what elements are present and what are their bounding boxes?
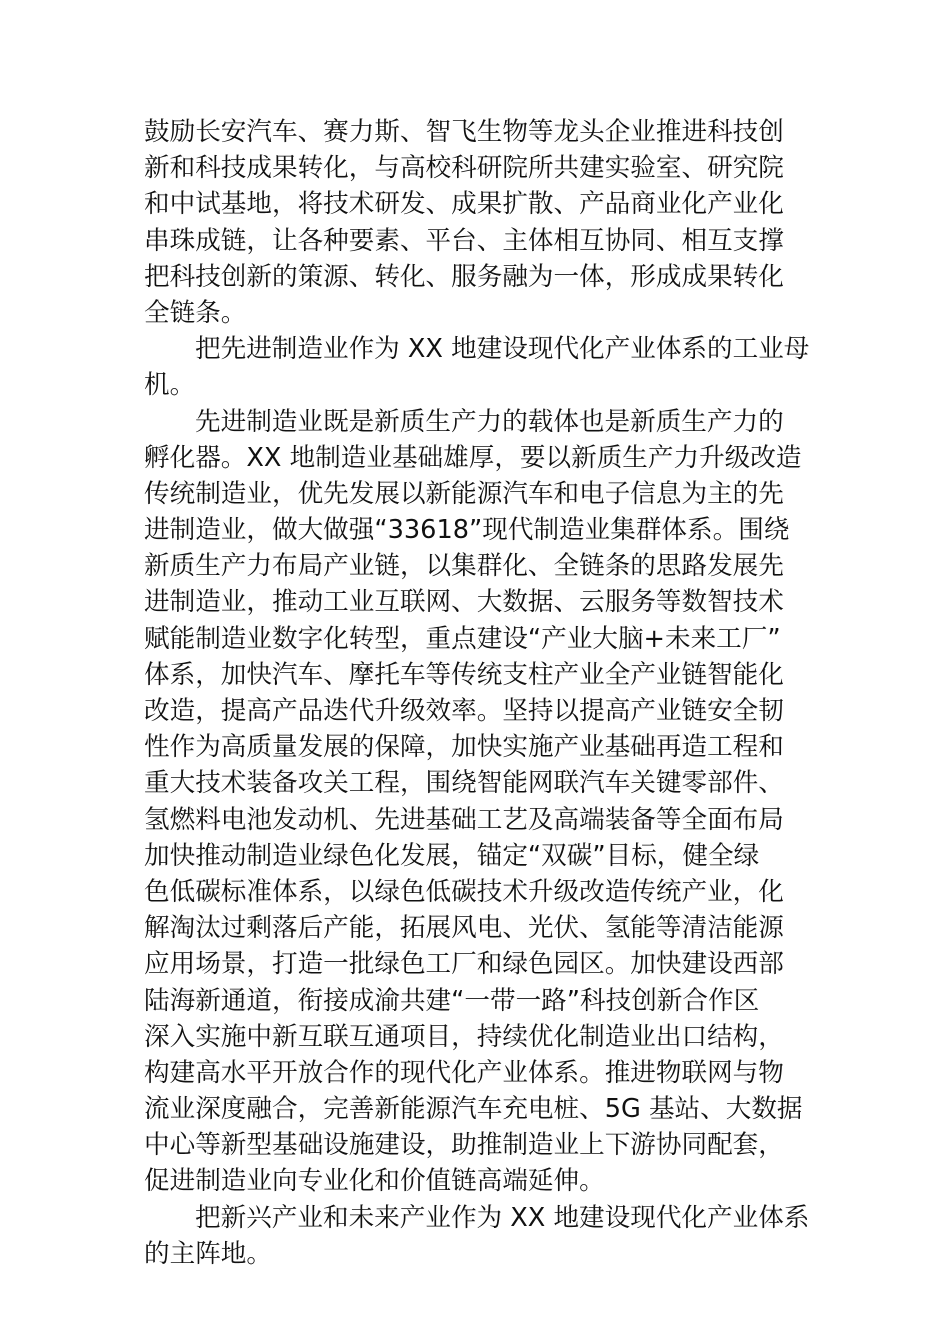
paragraph-line: 新质生产力布局产业链，以集群化、全链条的思路发展先 [144,551,784,582]
paragraph-line: 构建高水平开放合作的现代化产业体系。推进物联网与物 [144,1057,784,1088]
paragraph-line: 重大技术装备攻关工程，围绕智能网联汽车关键零部件、 [144,768,784,799]
paragraph-line: 应用场景，打造一批绿色工厂和绿色园区。加快建设西部 [144,949,784,980]
paragraph-line: 深入实施中新互联互通项目，持续优化制造业出口结构， [144,1021,784,1052]
paragraph-line: 加快推动制造业绿色化发展，锚定“双碳”目标，健全绿 [144,840,760,871]
paragraph-line: 体系，加快汽车、摩托车等传统支柱产业全产业链智能化 [144,659,784,690]
paragraph-line: 促进制造业向专业化和价值链高端延伸。 [144,1166,605,1197]
paragraph-line: 先进制造业既是新质生产力的载体也是新质生产力的 [195,406,784,437]
heading-line: 机。 [144,370,196,401]
paragraph-line: 传统制造业，优先发展以新能源汽车和电子信息为主的先 [144,478,784,509]
paragraph-line: 赋能制造业数字化转型，重点建设“产业大脑+未来工厂” [144,623,781,654]
paragraph-line: 中心等新型基础设施建设，助推制造业上下游协同配套， [144,1130,784,1161]
paragraph-line: 流业深度融合，完善新能源汽车充电桩、5G 基站、大数据 [144,1094,803,1125]
paragraph-line: 氢燃料电池发动机、先进基础工艺及高端装备等全面布局 [144,804,784,835]
paragraph-line: 解淘汰过剩落后产能，拓展风电、光伏、氢能等清洁能源 [144,913,784,944]
paragraph-line: 全链条。 [144,297,247,328]
section-heading-emerging-industries [144,1200,809,1272]
paragraph-line: 把科技创新的策源、转化、服务融为一体，形成成果转化 [144,261,784,292]
paragraph-line: 性作为高质量发展的保障，加快实施产业基础再造工程和 [144,732,784,763]
section-heading-advanced-manufacturing [144,331,809,403]
paragraph-line: 和中试基地，将技术研发、成果扩散、产品商业化产业化 [144,189,784,220]
paragraph-line: 色低碳标准体系，以绿色低碳技术升级改造传统产业，化 [144,876,784,907]
paragraph-1 [144,114,809,331]
paragraph-line: 改造，提高产品迭代升级效率。坚持以提高产业链安全韧 [144,696,784,726]
paragraph-3 [144,404,809,1200]
heading-line: 把新兴产业和未来产业作为 XX 地建设现代化产业体系 [195,1202,810,1233]
paragraph-line: 进制造业，推动工业互联网、大数据、云服务等数智技术 [144,587,784,618]
paragraph-line: 进制造业，做大做强“33618”现代制造业集群体系。围绕 [144,515,790,546]
document-body [144,114,809,1272]
heading-line: 的主阵地。 [144,1238,272,1269]
paragraph-line: 新和科技成果转化，与高校科研院所共建实验室、研究院 [144,153,784,184]
paragraph-line: 陆海新通道，衔接成渝共建“一带一路”科技创新合作区 [144,985,760,1016]
heading-line: 把先进制造业作为 XX 地建设现代化产业体系的工业母 [195,334,810,365]
paragraph-line: 孵化器。XX 地制造业基础雄厚，要以新质生产力升级改造 [144,442,802,473]
paragraph-line: 鼓励长安汽车、赛力斯、智飞生物等龙头企业推进科技创 [144,117,784,147]
paragraph-line: 串珠成链，让各种要素、平台、主体相互协同、相互支撑 [144,225,784,256]
